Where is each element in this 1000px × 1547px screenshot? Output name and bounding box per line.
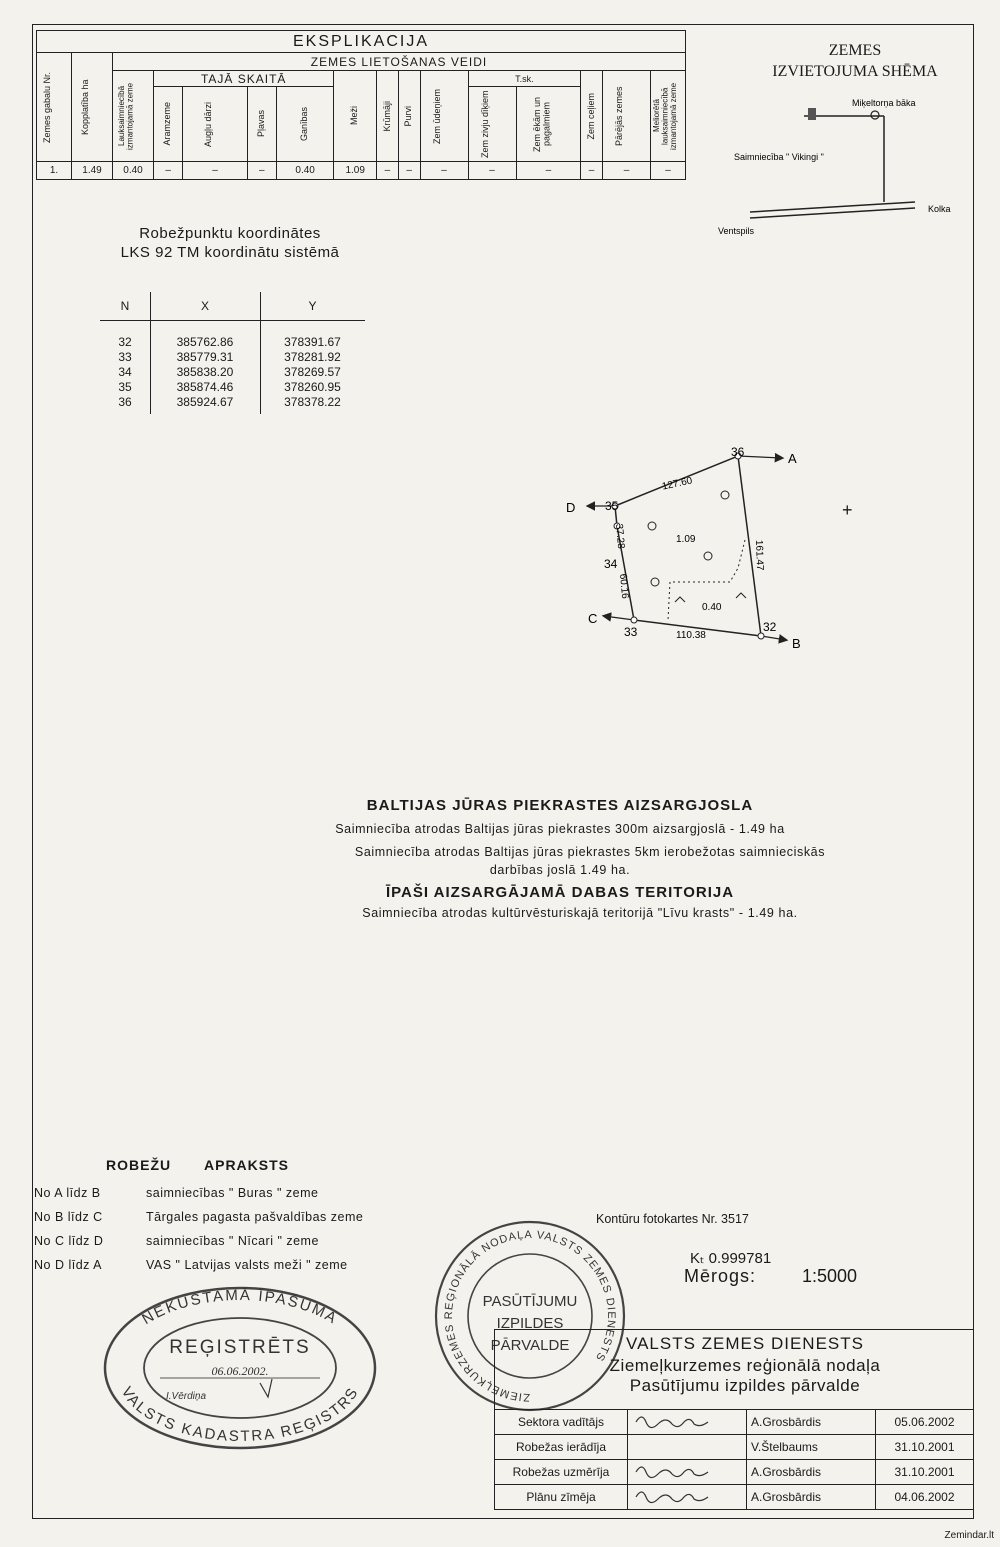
borders-title-a: ROBEŽU: [106, 1157, 172, 1173]
col-pastures: Ganības: [299, 106, 310, 142]
signature-icon: [628, 1485, 747, 1510]
col-forest: Meži: [349, 106, 360, 126]
col-water: Zem ūdeņiem: [432, 88, 443, 144]
location-scheme: [700, 90, 970, 240]
cell: 1.09: [334, 162, 377, 180]
coordinates-table: [100, 292, 365, 410]
scheme-title: [740, 40, 970, 82]
cell: 0.40: [276, 162, 333, 180]
scale-label: Mērogs:: [684, 1266, 757, 1286]
border-segment: No B līdz C: [34, 1210, 103, 1224]
cell: 35: [118, 380, 132, 394]
signature-icon: [260, 1379, 272, 1397]
border-neighbor: Tārgales pagasta pašvaldības zeme: [146, 1210, 364, 1224]
cell: 385779.31: [176, 350, 234, 364]
area-label: 0.40: [702, 602, 722, 613]
cell: –: [468, 162, 516, 180]
coordinates-title: [60, 224, 400, 262]
stamp-center-text: REĢISTRĒTS: [169, 1337, 311, 1358]
border-neighbor: saimniecības " Nīcari " zeme: [146, 1234, 319, 1248]
signer: A.Grosbārdis: [747, 1485, 876, 1510]
table-row: [100, 395, 365, 410]
cell: 385924.67: [176, 395, 234, 409]
stamp-top-text: NEKUSTAMĀ ĪPAŠUMA: [139, 1286, 341, 1329]
land-use-header: ZEMES LIETOŠANAS VEIDI: [113, 53, 686, 71]
signer: A.Grosbārdis: [747, 1410, 876, 1435]
cell: –: [154, 162, 183, 180]
ventspils-label: Ventspils: [718, 226, 755, 236]
cell: 385874.46: [176, 380, 234, 394]
explication-table: [36, 30, 686, 180]
cell: 378391.67: [284, 335, 341, 349]
authority-line1: VALSTS ZEMES DIENESTS: [626, 1334, 864, 1353]
svg-text:NEKUSTAMĀ ĪPAŠUMA: [139, 1287, 341, 1328]
col-buildings: Zem ēkām un pagalmiem: [532, 96, 552, 152]
col-arable: Aramzeme: [162, 102, 173, 146]
cell: 0.40: [113, 162, 154, 180]
tree-icon: [704, 552, 712, 560]
cell: 1.49: [72, 162, 113, 180]
cell: 378260.95: [284, 380, 341, 394]
tree-icon: [721, 491, 729, 499]
border-neighbor: saimniecības " Buras " zeme: [146, 1186, 319, 1200]
date: 04.06.2002: [876, 1485, 974, 1510]
cell: –: [183, 162, 247, 180]
table-row: [100, 365, 365, 380]
cell: 1.: [37, 162, 72, 180]
nature-territory-title: ĪPAŠI AIZSARGĀJAMĀ DABAS TERITORIJA: [385, 884, 735, 901]
col-meadows: Pļavas: [256, 110, 267, 138]
nature-territory-line: Saimniecība atrodas kultūrvēsturiskajā teritorijā "Līvu krasts" - 1.49 ha.: [362, 906, 798, 920]
cell: –: [420, 162, 468, 180]
border-segment: No D līdz A: [34, 1258, 103, 1272]
col-orchards: Augļu dārzi: [202, 101, 213, 147]
col-fish-ponds: Zem zivju dīķiem: [480, 90, 491, 158]
table-row: [495, 1435, 974, 1460]
col-other: Pārējās zemes: [614, 86, 625, 146]
coordinates-title-line1: Robežpunktu koordinātes: [139, 225, 321, 242]
border-neighbor: VAS " Latvijas valsts meži " zeme: [146, 1258, 348, 1272]
length-label: 127.60: [661, 475, 694, 493]
cell: 378269.57: [284, 365, 341, 379]
subgroup-header: TAJĀ SKAITĀ: [154, 71, 334, 87]
signature-cell: [628, 1435, 747, 1460]
registry-stamp: [100, 1283, 380, 1453]
lighthouse-label: Miķeltorņa bāka: [852, 98, 916, 108]
signature-table: [494, 1409, 974, 1510]
registration-cross-icon: +: [842, 500, 853, 520]
point-label: 36: [731, 445, 745, 459]
coastal-zone-line: darbības joslā 1.49 ha.: [489, 863, 631, 877]
point-label: 35: [605, 499, 619, 513]
coastal-zone-line: Saimniecība atrodas Baltijas jūras piekrastes 300m aizsargjoslā - 1.49 ha: [335, 822, 785, 836]
scheme-title-line2: IZVIETOJUMA SHĒMA: [772, 63, 938, 80]
plot-plan: [560, 440, 870, 660]
length-label: 60.16: [617, 573, 631, 600]
role: Robežas ierādīja: [495, 1435, 628, 1460]
direction-label: B: [792, 636, 801, 651]
date: 31.10.2001: [876, 1435, 974, 1460]
coastal-zone-title: BALTIJAS JŪRAS PIEKRASTES AIZSARGJOSLA: [366, 797, 754, 814]
col-plot-nr: Zemes gabalu Nr.: [42, 71, 52, 143]
coast-road: [750, 208, 915, 218]
col-roads: Zem ceļiem: [585, 92, 596, 140]
stamp-office-line1: PASŪTĪJUMU: [482, 1293, 578, 1310]
cell: –: [602, 162, 650, 180]
cell: 378281.92: [284, 350, 341, 364]
table-row: [100, 335, 365, 350]
direction-label: A: [788, 451, 797, 466]
meadow-icon: [675, 597, 685, 602]
border-segment: No C līdz D: [34, 1234, 104, 1248]
stamp-office-line3: PĀRVALDE: [490, 1337, 570, 1354]
col-bogs: Purvi: [403, 105, 414, 127]
stamp-office-line2: IZPILDES: [496, 1315, 564, 1332]
role: Sektora vadītājs: [495, 1410, 628, 1435]
cell: 36: [118, 395, 132, 409]
cell: 385838.20: [176, 365, 234, 379]
col-shrubs: Krūmāji: [381, 100, 392, 132]
header-y: Y: [308, 299, 317, 313]
point-label: 32: [763, 620, 777, 634]
cell: 378378.22: [284, 395, 341, 409]
signature-icon: [628, 1410, 747, 1435]
stamp-bottom-text: VALSTS KADASTRA REĢISTRS: [117, 1383, 363, 1446]
direction-label: C: [588, 611, 598, 626]
signature-icon: [628, 1460, 747, 1485]
table-row: [495, 1485, 974, 1510]
kolka-label: Kolka: [928, 204, 951, 214]
area-label: 1.09: [676, 534, 696, 545]
border-segment: No A līdz B: [34, 1186, 101, 1200]
k-coefficient: Kₜ 0.999781: [690, 1250, 772, 1267]
cell: 33: [118, 350, 132, 364]
signer: A.Grosbārdis: [747, 1460, 876, 1485]
farm-label: Saimniecība " Vikingi ": [734, 152, 824, 162]
header-n: N: [120, 299, 130, 313]
cell: –: [651, 162, 686, 180]
borders-title-b: APRAKSTS: [204, 1157, 290, 1173]
point-label: 34: [604, 557, 618, 571]
role: Robežas uzmērīja: [495, 1460, 628, 1485]
coast-road: [750, 202, 915, 212]
cell: 385762.86: [176, 335, 234, 349]
length-label: 37.28: [613, 523, 627, 550]
table-row: [495, 1410, 974, 1435]
table-row: [495, 1460, 974, 1485]
direction-label: D: [566, 500, 576, 515]
meadow-icon: [736, 593, 746, 598]
table-row: [100, 350, 365, 365]
boundary-point-icon: [631, 617, 637, 623]
authority-line2: Ziemeļkurzemes reģionālā nodaļa: [609, 1356, 881, 1375]
table-row: [100, 380, 365, 395]
tsk-header: T.sk.: [468, 71, 581, 87]
coordinates-title-line2: LKS 92 TM koordinātu sistēmā: [120, 244, 340, 261]
date: 31.10.2001: [876, 1460, 974, 1485]
col-total-area: Kopplatība ha: [80, 79, 90, 135]
authority-line3: Pasūtījumu izpildes pārvalde: [629, 1376, 861, 1395]
cell: –: [377, 162, 399, 180]
watermark: Zemindar.lt: [944, 1530, 994, 1541]
point-label: 33: [624, 625, 638, 639]
scale-value: 1:5000: [802, 1266, 858, 1286]
scheme-title-line1: ZEMES: [828, 42, 882, 59]
cell: –: [398, 162, 420, 180]
stamp-name: I.Vērdiņa: [166, 1391, 207, 1402]
col-agri-land: Lauksaimniecībā izmantojamā zeme: [117, 82, 135, 150]
cell: 34: [118, 365, 132, 379]
date: 05.06.2002: [876, 1410, 974, 1435]
farm-icon: [808, 108, 816, 120]
coastal-zone-line: Saimniecība atrodas Baltijas jūras piekrastes 5km ierobežotas saimnieciskās: [354, 845, 826, 859]
tree-icon: [651, 578, 659, 586]
cell: –: [247, 162, 276, 180]
explication-title: EKSPLIKACIJA: [37, 31, 686, 53]
lighthouse-icon: [871, 111, 879, 119]
stamp-ring-text: ZIEMEĻKURZEMES REĢIONĀLĀ NODAĻA VALSTS ZEMES DIENESTS: [442, 1228, 618, 1404]
svg-text:VALSTS KADASTRA REĢISTRS: [118, 1384, 363, 1445]
col-meliorated: Meliorētā lauksaimniecībā izmantojamā zeme: [652, 82, 678, 150]
stamp-date: 06.06.2002.: [211, 1364, 269, 1378]
length-label: 110.38: [676, 630, 706, 641]
length-label: 161.47: [753, 539, 766, 571]
photomap-number: Kontūru fotokartes Nr. 3517: [596, 1212, 749, 1226]
cell: 32: [118, 335, 132, 349]
signer: V.Štelbaums: [747, 1435, 876, 1460]
cell: –: [581, 162, 603, 180]
header-x: X: [200, 299, 209, 313]
tree-icon: [648, 522, 656, 530]
role: Plānu zīmēja: [495, 1485, 628, 1510]
cell: –: [516, 162, 581, 180]
